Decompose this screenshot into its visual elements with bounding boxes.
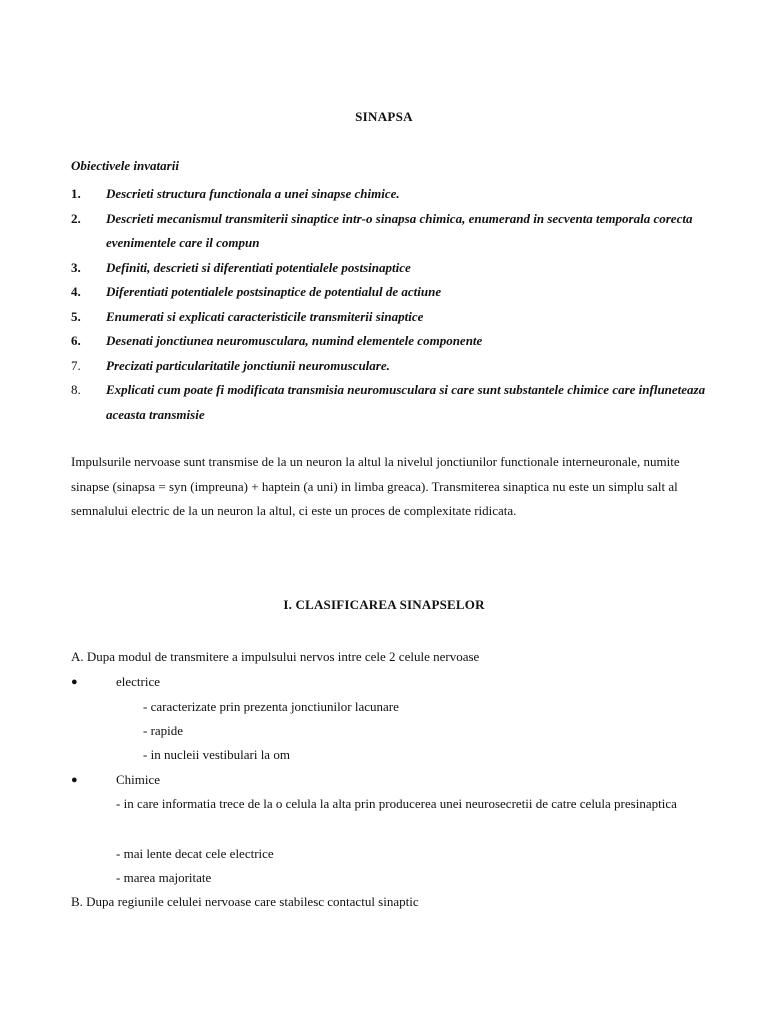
electrice-item: - rapide <box>143 723 184 738</box>
objectives-list <box>71 182 711 427</box>
objective-item <box>71 354 711 379</box>
classification-b-heading: B. Dupa regiunile celulei nervoase care stabilesc contactul sinaptic <box>71 894 419 909</box>
intro-paragraph: Impulsurile nervoase sunt transmise de la un neuron la altul la nivelul jonctiunilor functionale interneuronale, numite sinapse (sinapsa = syn (impreuna) + haptein (a uni) in limba greaca). Transmiterea sinaptica nu este un simplu salt al semnalului electric de la un neuron la altul, ci este un proces de complexitate ridicata. <box>71 454 680 518</box>
objective-text: Descrieti mecanismul transmiterii sinaptice intr-o sinapsa chimica, enumerand in secventa temporala corecta evenimentele care il compun <box>106 210 693 250</box>
objective-number: 4. <box>71 284 81 299</box>
objective-item <box>71 207 711 256</box>
objective-item <box>71 256 711 281</box>
objective-number: 3. <box>71 259 81 275</box>
document-title: SINAPSA <box>355 109 413 124</box>
objective-item <box>71 329 711 354</box>
chimice-label: Chimice <box>116 772 161 787</box>
bullet-icon: ● <box>71 676 78 688</box>
objective-text: Diferentiati potentialele postsinaptice de potentialul de actiune <box>106 284 442 299</box>
objective-number: 8. <box>71 382 81 397</box>
section-title: I. CLASIFICAREA SINAPSELOR <box>283 597 485 612</box>
objective-number: 7. <box>71 357 81 373</box>
electrice-label: electrice <box>116 674 161 689</box>
objective-item <box>71 378 711 427</box>
objective-text: Precizati particularitatile jonctiunii neuromusculare. <box>106 357 390 373</box>
electrice-item: - caracterizate prin prezenta jonctiunilor lacunare <box>143 699 399 714</box>
objective-text: Desenati jonctiunea neuromusculara, numind elementele componente <box>106 333 483 348</box>
objective-text: Explicati cum poate fi modificata transmisia neuromusculara si care sunt substantele chimice care influneteaza aceasta transmisie <box>106 382 706 422</box>
objective-number: 5. <box>71 308 81 324</box>
objective-text: Enumerati si explicati caracteristicile transmiterii sinaptice <box>106 308 424 324</box>
objective-number: 1. <box>71 186 81 201</box>
objective-item <box>71 182 711 207</box>
chimice-item: - mai lente decat cele electrice <box>116 846 274 861</box>
classification-a-heading: A. Dupa modul de transmitere a impulsului nervos intre cele 2 celule nervoase <box>71 649 480 664</box>
objective-text: Definiti, descrieti si diferentiati potentialele postsinaptice <box>106 259 411 275</box>
objectives-heading: Obiectivele invatarii <box>71 158 179 173</box>
electrice-item: - in nucleii vestibulari la om <box>143 747 290 762</box>
objective-number: 2. <box>71 210 81 226</box>
chimice-item: - in care informatia trece de la o celula la alta prin producerea unei neurosecretii de catre celula presinaptica <box>116 796 677 811</box>
chimice-item: - marea majoritate <box>116 870 212 885</box>
objective-item <box>71 280 711 305</box>
bullet-icon: ● <box>71 774 78 786</box>
objective-item <box>71 305 711 330</box>
objective-text: Descrieti structura functionala a unei sinapse chimice. <box>106 186 400 201</box>
objective-number: 6. <box>71 333 81 348</box>
